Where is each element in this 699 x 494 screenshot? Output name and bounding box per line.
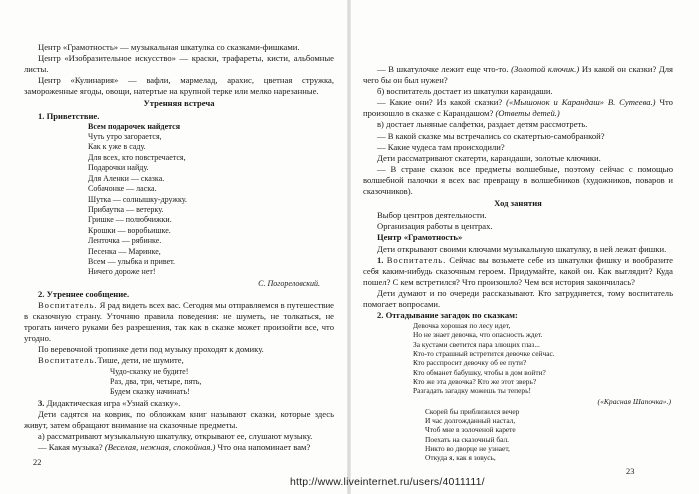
tablecloth-question: — В какой сказке мы встречались со скатертью-самобранкой?	[377, 130, 605, 141]
poem-line: Подарочки найду.	[88, 163, 149, 173]
morning-meeting-heading: Утренняя встреча	[143, 98, 215, 109]
teacher-text: Сейчас вы возьмете себе из шкатулки фишку и вообразите себя каким-нибудь сказочным героем. Придумайте, какой он. Как выглядит? Куда пошел? С кем встретился? Что произошло? Чем вся история закончилась?	[363, 254, 673, 287]
riddle-line: Кто расспросит девочку об ее пути?	[413, 358, 527, 368]
item-morning-message: 2. Утреннее сообщение.	[38, 288, 130, 299]
riddle-line: Девочка хорошая по лесу идет,	[413, 321, 511, 331]
question-answer: (Веселая, нежная, спокойная.)	[104, 442, 216, 453]
teacher-speech-3	[363, 255, 673, 288]
miracles-question: — Какие чудеса там происходили?	[377, 141, 505, 152]
question-text-end: Что она напоминает вам?	[215, 442, 311, 453]
teacher-text: Я рад видеть всех вас. Сегодня мы отправляемся в путешествие в сказочную страну. Уточняю правила поведения: не шуметь, не толкаться, не трогать ничего руками без разрешения, так как в сказке может произойти все, что угодно.	[24, 299, 334, 344]
poem-line: Собачонке — ласка.	[88, 184, 157, 194]
poem-line: Всем — улыбка и привет.	[88, 256, 176, 266]
item-number: 3.	[38, 397, 45, 408]
text: — Какие они? Из какой сказки?	[377, 97, 507, 108]
page-number-left: 22	[33, 458, 42, 467]
right-page	[363, 64, 673, 462]
poem-line: Как к уже в саду.	[88, 142, 146, 152]
answer: (Золотой ключик.)	[511, 64, 580, 74]
riddle-1	[413, 321, 653, 395]
riddle-line: Откуда я, как я зовусь,	[425, 453, 496, 463]
riddle-line: Разгадать загадку можешь ты теперь!	[413, 386, 531, 396]
text: — В шкатулочке лежит еще что-то.	[377, 64, 512, 74]
path-paragraph: По веревочной тропинке дети под музыку проходят к домику.	[38, 344, 264, 355]
pencils-line: б) воспитатель достает из шкатулки карандаши.	[377, 86, 553, 97]
poem-line: Ленточка — рябинке.	[88, 236, 162, 246]
riddle-line: Но не знает девочка, что опасность ждет.	[413, 330, 543, 340]
riddle-line: Никто во дворце не узнает,	[425, 443, 510, 453]
poem-author: С. Погореловский.	[258, 278, 320, 288]
teacher-speech-1	[24, 300, 334, 344]
left-page	[24, 42, 334, 453]
poem-line: Крошки — воробьишке.	[88, 225, 171, 235]
text: Из какой он сказки? Для чего бы он был нужен?	[363, 64, 674, 86]
kids-look-line: Дети рассматривают скатерти, карандаши, золотые ключики.	[377, 152, 601, 163]
teacher-label: Воспитатель.	[386, 254, 447, 265]
kids-think-paragraph: Дети думают и по очереди рассказывают. Кто затрудняется, тому воспитатель помогает вопросами.	[363, 287, 673, 309]
poem-line: Песенка — Маринке,	[88, 246, 161, 256]
item-riddles: 2. Отгадывание загадок по сказкам:	[377, 310, 518, 321]
answer: (Ответы детей.)	[495, 108, 560, 119]
teacher-speech-2	[24, 355, 334, 366]
riddle-line: Кто же эта девочка? Кто же этот зверь?	[413, 376, 537, 386]
item-didactic-game	[24, 398, 334, 409]
text: Что произошло в сказке с Карандашом?	[363, 97, 673, 119]
poem-title: Всем подарочек найдется	[88, 121, 181, 131]
napkins-line: в) достает льняные салфетки, раздает детям рассмотреть.	[377, 119, 588, 130]
page-gutter	[347, 0, 351, 494]
poem-block	[88, 122, 334, 278]
poem-line: Шутка — солнышку-дружку.	[88, 194, 187, 204]
kids-paragraph: Дети садятся на коврик, по обложкам книг называют сказки, которые здесь живут, затем обращают внимание на сказочные предметы.	[24, 408, 334, 430]
poem-line: Гришке — полюбчижки.	[88, 215, 172, 225]
riddle-2	[425, 407, 673, 463]
item-greeting: 1. Приветствие.	[38, 110, 100, 121]
music-question	[24, 442, 334, 453]
teacher-label: Воспитатель.	[38, 355, 98, 366]
item-number: 1.	[377, 254, 384, 265]
verse-line: Чудо-сказку не будите!	[110, 366, 189, 376]
organization-line: Организация работы в центрах.	[377, 221, 493, 232]
riddle-line: Кто-то страшный встретится девочке сейчас.	[413, 349, 555, 359]
poem-line: Ничего дороже нет!	[88, 267, 156, 277]
open-box-paragraph: Дети открывают своими ключами музыкальную шкатулку, в ней лежат фишки.	[377, 243, 667, 254]
poem-line: Для всех, кто повстречается,	[88, 152, 186, 162]
page-number-right: 23	[626, 467, 635, 476]
question-text: — Какая музыка?	[38, 442, 105, 453]
verse-line: Будем сказку начинать!	[110, 387, 190, 397]
key-paragraph	[363, 64, 673, 86]
answer: («Мышонок и Карандаш» В. Сутеева.)	[506, 97, 656, 108]
item-text: Дидактическая игра «Узнай сказку».	[46, 397, 181, 408]
watermark-url: http://www.liveinternet.ru/users/4011111/	[290, 476, 485, 488]
center-art-paragraph: Центр «Изобразительное искусство» — краски, трафареты, кисти, альбомные листы.	[24, 53, 334, 75]
poem-line: Чуть утро загорается,	[88, 132, 162, 142]
magic-paragraph: — В стране сказок все предметы волшебные, поэтому сейчас с помощью волшебной палочки я всех вас превращу в волшебников (художников, поваров и сказочников).	[363, 163, 673, 197]
center-literacy-title: Центр «Грамотность»	[377, 232, 463, 243]
riddle-line: Скорей бы приблизился вечер	[425, 406, 520, 416]
riddle-line: За кустами светится пара злющих глаз...	[413, 339, 540, 349]
music-box-paragraph: а) рассматривают музыкальную шкатулку, открывают ее, слушают музыку.	[38, 431, 313, 441]
lesson-heading: Ход занятия	[494, 198, 542, 209]
riddle-line: И час долгожданный настал,	[425, 415, 516, 425]
riddle-1-answer: («Красная Шапочка».)	[597, 396, 671, 406]
center-cooking-paragraph: Центр «Кулинария» — вафли, мармелад, арахис, цветная стружка, замороженные ягоды, овощи, натертые на крупной терке или мелко нарезанные.	[24, 75, 334, 97]
center-literacy-paragraph: Центр «Грамотность» — музыкальная шкатулка со сказками-фишками.	[38, 42, 300, 52]
riddle-line: Чтоб мне в золоченой карете	[425, 425, 516, 435]
riddle-line: Поехать на сказочный бал.	[425, 434, 510, 444]
riddle-line: Кто обманет бабушку, чтобы в дом войти?	[413, 367, 546, 377]
poem-line: Прибаутка — ветерку.	[88, 204, 164, 214]
teacher-label: Воспитатель.	[38, 299, 98, 310]
choice-line: Выбор центров деятельности.	[377, 210, 487, 221]
teacher-text: Тише, дети, не шумите,	[97, 355, 184, 366]
verse-block	[110, 367, 334, 398]
poem-line: Для Аленки — сказка.	[88, 173, 165, 183]
verse-line: Раз, два, три, четыре, пять,	[110, 376, 202, 386]
pencils-question	[363, 97, 673, 119]
